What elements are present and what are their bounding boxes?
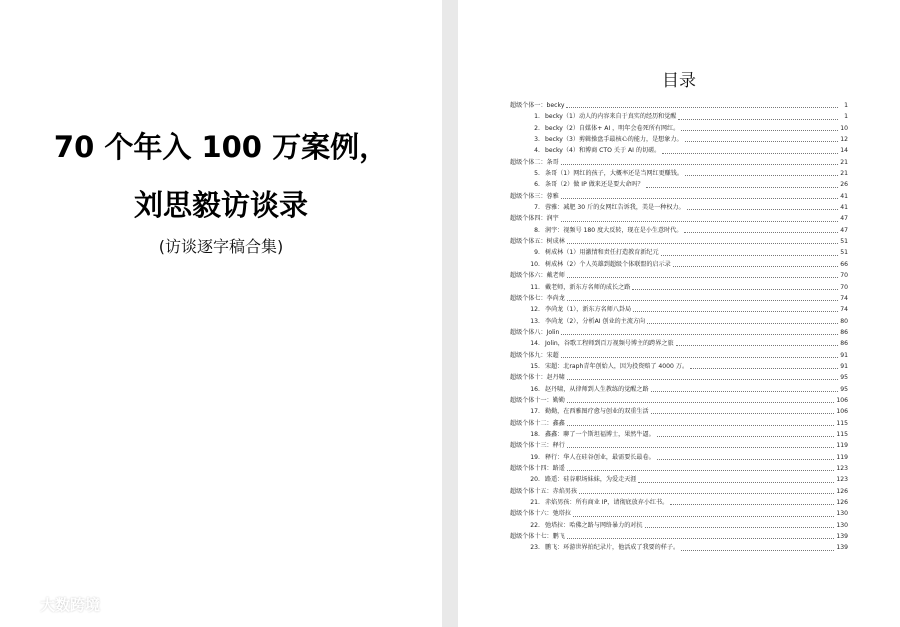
toc-entry-label: 超级个体十四：路遥 (510, 465, 565, 472)
toc-entry-number: 1. (534, 113, 540, 121)
toc-leader-dots (678, 119, 838, 120)
toc-entry-number: 18. (530, 430, 540, 438)
toc-entry-label: becky（1）动人的内容来自于真实的经历和觉醒 (545, 113, 677, 121)
toc-entry-label: 鹏飞：环游世界拍纪录片，他活成了我要的样子。 (545, 544, 680, 552)
toc-chapter-entry[interactable] (510, 123, 848, 134)
toc-entry-label: 超级个体十一：勤勤 (510, 396, 565, 404)
toc-entry-label: Jolin，谷歌工程师到百万视频号博主的跨界之旅 (545, 340, 674, 348)
toc-entry-label: 超级个体十三：释行 (510, 442, 565, 450)
toc-entry-number: 17. (530, 408, 540, 416)
toc-leader-dots (561, 357, 838, 358)
toc-section-entry[interactable] (510, 191, 848, 202)
toc-entry-label: 李尚龙（2），分析AI 创业的主流方向 (545, 317, 646, 325)
toc-entry-page: 95 (840, 385, 848, 393)
toc-chapter-entry[interactable] (510, 259, 848, 270)
toc-entry-number: 5. (534, 170, 540, 178)
toc-entry-page: 1 (844, 102, 848, 109)
toc-entry-page: 119 (836, 453, 848, 461)
cover-page (0, 0, 442, 627)
toc-entry-label: becky（3）剪辑操盘手最核心的能力，是想象力。 (545, 136, 683, 144)
toc-chapter-entry[interactable] (510, 497, 848, 508)
toc-entry-label: 弛塔拉：哈佛之路与网络暴力的对抗 (545, 521, 643, 529)
toc-entry-page: 74 (840, 294, 848, 302)
toc-leader-dots (561, 334, 838, 335)
toc-entry-label: 蓉雅：减肥 30 斤的女网红告诉我，美是一种权力。 (545, 204, 685, 212)
toc-leader-dots (657, 459, 835, 460)
toc-leader-dots (561, 164, 838, 165)
toc-entry-label: 树成林（2）个人英雄到超级个体联盟的启示录 (545, 260, 671, 268)
toc-entry-page: 91 (840, 351, 848, 359)
toc-entry-label: 路遥：硅谷职场妹妹，为爱走天涯 (545, 476, 637, 484)
toc-chapter-entry[interactable] (510, 168, 848, 179)
toc-entry-label: 条哥（2）做 IP 做来还是要大命吗？ (545, 181, 644, 189)
toc-chapter-entry[interactable] (510, 247, 848, 258)
toc-entry-page: 95 (840, 374, 848, 382)
toc-entry-label: 超级个体六：戴老师 (510, 272, 565, 280)
toc-entry-page: 12 (840, 136, 848, 144)
toc-entry-label: becky（4）和博商 CTO 关于 AI 的切磋。 (545, 147, 661, 155)
toc-entry-page: 123 (836, 465, 848, 472)
toc-entry-page: 66 (840, 260, 848, 268)
toc-entry-page: 86 (840, 328, 848, 336)
toc-entry-page: 119 (836, 442, 848, 450)
toc-entry-page: 106 (836, 408, 848, 416)
toc-entry-number: 15. (530, 362, 540, 370)
toc-entry-page: 126 (836, 487, 848, 495)
toc-entry-label: 超级个体十：赵丹啸 (510, 374, 565, 382)
toc-leader-dots (633, 311, 838, 312)
toc-leader-dots (567, 402, 835, 403)
toc-chapter-entry[interactable] (510, 406, 848, 417)
toc-entry-label: 宋超：北raph青年创始人，因为投资赔了 4000 万。 (545, 362, 689, 370)
toc-entry-number: 20. (530, 476, 540, 484)
toc-entry-label: 超级个体十七：鹏飞 (510, 533, 565, 541)
toc-entry-label: 鑫鑫：聊了一个斯坦福博士，果然牛逼。 (545, 430, 655, 438)
toc-leader-dots (567, 300, 838, 301)
toc-entry-page: 123 (836, 476, 848, 484)
toc-section-entry[interactable] (510, 327, 848, 338)
toc-leader-dots (670, 504, 834, 505)
toc-entry-number: 4. (534, 147, 540, 155)
watermark-text: 大数跨境 (40, 596, 101, 614)
toc-entry-number: 16. (530, 385, 540, 393)
toc-entry-page: 115 (836, 430, 848, 438)
toc-leader-dots (567, 447, 835, 448)
toc-entry-page: 115 (836, 419, 848, 427)
toc-section-entry[interactable] (510, 486, 848, 497)
toc-entry-number: 7. (534, 204, 540, 212)
toc-entry-label: 超级个体四：润宇 (510, 215, 559, 223)
toc-entry-number: 21. (530, 499, 540, 507)
toc-entry-page: 41 (840, 192, 848, 200)
toc-chapter-entry[interactable] (510, 304, 848, 315)
toc-entry-number: 19. (530, 453, 540, 461)
toc-entry-label: 超级个体七：李尚龙 (510, 294, 565, 302)
toc-section-entry[interactable] (510, 418, 848, 429)
toc-chapter-entry[interactable] (510, 338, 848, 349)
toc-leader-dots (638, 482, 834, 483)
toc-entry-number: 9. (534, 249, 540, 257)
cover-subtitle: (访谈逐字稿合集) (158, 237, 284, 256)
toc-entry-label: becky（2）自媒体+ AI ，明年会卷死所有网红。 (545, 124, 680, 132)
toc-leader-dots (567, 470, 835, 471)
toc-leader-dots (651, 413, 835, 414)
toc-leader-dots (573, 516, 834, 517)
toc-section-entry[interactable] (510, 213, 848, 224)
toc-entry-page: 70 (840, 272, 848, 280)
toc-entry-label: 超级个体十六：弛塔拉 (510, 510, 571, 518)
toc-section-entry[interactable] (510, 395, 848, 406)
toc-entry-number: 3. (534, 136, 540, 144)
toc-entry-number: 12. (530, 306, 540, 314)
toc-chapter-entry[interactable] (510, 134, 848, 145)
toc-entry-page: 139 (836, 544, 848, 552)
toc-chapter-entry[interactable] (510, 202, 848, 213)
toc-leader-dots (647, 323, 838, 324)
toc-leader-dots (567, 277, 838, 278)
toc-entry-number: 10. (530, 260, 540, 268)
toc-chapter-entry[interactable] (510, 429, 848, 440)
toc-entry-label: 超级个体五：树成林 (510, 238, 565, 246)
cover-title-line1: 70 个年入 100 万案例， (53, 130, 389, 164)
toc-leader-dots (561, 221, 838, 222)
toc-entry-label: 树成林（1）用激情和责任打造教育新纪元 (545, 249, 659, 257)
cover-title-line2: 刘思毅访谈录 (133, 188, 308, 222)
toc-chapter-entry[interactable] (510, 361, 848, 372)
toc-leader-dots (645, 527, 835, 528)
toc-entry-label: 超级个体三：蓉雅 (510, 192, 559, 200)
toc-chapter-entry[interactable] (510, 474, 848, 485)
toc-entry-page: 80 (840, 317, 848, 325)
toc-section-entry[interactable] (510, 508, 848, 519)
toc-leader-dots (561, 198, 838, 199)
toc-entry-page: 10 (840, 124, 848, 132)
toc-entry-page: 51 (840, 249, 848, 257)
toc-entry-page: 126 (836, 499, 848, 507)
toc-entry-label: 超级个体八：Jolin (510, 328, 560, 336)
toc-entry-label: 李尚龙（1），新东方名师八卦局 (545, 306, 632, 314)
toc-entry-page: 41 (840, 204, 848, 212)
brand-logo-icon (8, 596, 36, 614)
toc-section-entry[interactable] (510, 531, 848, 542)
toc-chapter-entry[interactable] (510, 179, 848, 190)
toc-entry-page: 130 (836, 510, 848, 518)
toc-entry-label: 超级个体一：becky (510, 102, 565, 109)
toc-entry-page: 86 (840, 340, 848, 348)
toc-entry-page: 14 (840, 147, 848, 155)
toc-entry-page: 91 (840, 362, 848, 370)
toc-leader-dots (632, 289, 838, 290)
toc-leader-dots (646, 187, 838, 188)
watermark (8, 594, 100, 615)
toc-chapter-entry[interactable] (510, 452, 848, 463)
toc-leader-dots (681, 130, 838, 131)
toc-title: 目录 (662, 71, 696, 91)
toc-leader-dots (681, 550, 834, 551)
toc-chapter-entry[interactable] (510, 384, 848, 395)
toc-entry-number: 6. (534, 181, 540, 189)
toc-entry-page: 47 (840, 226, 848, 234)
toc-entry-page: 21 (840, 170, 848, 178)
toc-chapter-entry[interactable] (510, 111, 848, 122)
toc-section-entry[interactable] (510, 440, 848, 451)
toc-chapter-entry[interactable] (510, 225, 848, 236)
toc-section-entry[interactable] (510, 270, 848, 281)
toc-section-entry[interactable] (510, 100, 848, 111)
toc-entry-page: 26 (840, 181, 848, 189)
toc-section-entry[interactable] (510, 293, 848, 304)
toc-leader-dots (651, 391, 838, 392)
toc-section-entry[interactable] (510, 372, 848, 383)
toc-chapter-entry[interactable] (510, 316, 848, 327)
toc-entry-label: 超级个体十五：赤焰男孩 (510, 487, 578, 495)
toc-entry-label: 润宇：视频号 180 度大反转，现在是小生意时代。 (545, 226, 683, 234)
toc-chapter-entry[interactable] (510, 542, 848, 553)
toc-leader-dots (567, 379, 838, 380)
toc-entry-label: 勤勤，在西雅图疗愈与创业的双重生活 (545, 408, 649, 416)
toc-chapter-entry[interactable] (510, 520, 848, 531)
toc-leader-dots (579, 493, 834, 494)
toc-entry-label: 释行：华人在硅谷创业，最需要长最卷。 (545, 453, 655, 461)
toc-entry-number: 23. (530, 544, 540, 552)
toc-leader-dots (566, 107, 838, 108)
toc-entry-number: 11. (530, 283, 540, 291)
toc-entry-page: 21 (840, 158, 848, 166)
toc-leader-dots (673, 266, 838, 267)
toc-section-entry[interactable] (510, 157, 848, 168)
toc-entry-page: 130 (836, 521, 848, 529)
toc-leader-dots (657, 436, 835, 437)
toc-entry-label: 超级个体九：宋超 (510, 351, 559, 359)
toc-entry-label: 条哥（1）网红的孩子，大概率还是当网红更赚钱。 (545, 170, 683, 178)
toc-entry-number: 22. (530, 521, 540, 529)
toc-entry-number: 14. (530, 340, 540, 348)
toc-entry-label: 赤焰男孩：所有商业 IP，请彻底放弃小红书。 (545, 499, 669, 507)
toc-entry-number: 8. (534, 226, 540, 234)
toc-section-entry[interactable] (510, 350, 848, 361)
toc-entry-page: 139 (836, 533, 848, 541)
toc-chapter-entry[interactable] (510, 282, 848, 293)
toc-leader-dots (685, 175, 838, 176)
toc-entry-label: 超级个体十二：鑫鑫 (510, 419, 565, 427)
toc-leader-dots (684, 232, 838, 233)
toc-leader-dots (687, 209, 838, 210)
toc-leader-dots (567, 538, 835, 539)
toc-entry-page: 51 (840, 238, 848, 246)
toc-entry-number: 13. (530, 317, 540, 325)
toc-list (510, 100, 848, 554)
toc-entry-page: 70 (840, 283, 848, 291)
toc-leader-dots (661, 255, 838, 256)
toc-page (458, 0, 900, 627)
toc-chapter-entry[interactable] (510, 145, 848, 156)
toc-leader-dots (567, 425, 835, 426)
toc-entry-page: 47 (840, 215, 848, 223)
toc-entry-page: 106 (836, 396, 848, 404)
toc-leader-dots (685, 141, 838, 142)
toc-entry-label: 赵丹啸，从律师到人生教练的觉醒之路 (545, 385, 649, 393)
toc-entry-number: 2. (534, 124, 540, 132)
toc-section-entry[interactable] (510, 236, 848, 247)
toc-entry-label: 超级个体二：条哥 (510, 158, 559, 166)
toc-leader-dots (567, 243, 838, 244)
toc-leader-dots (662, 153, 838, 154)
toc-leader-dots (676, 345, 838, 346)
toc-entry-page: 74 (840, 306, 848, 314)
toc-entry-label: 戴老师，新东方名师的成长之路 (545, 283, 631, 291)
toc-leader-dots (690, 368, 838, 369)
toc-entry-page: 1 (844, 113, 848, 121)
toc-section-entry[interactable] (510, 463, 848, 474)
